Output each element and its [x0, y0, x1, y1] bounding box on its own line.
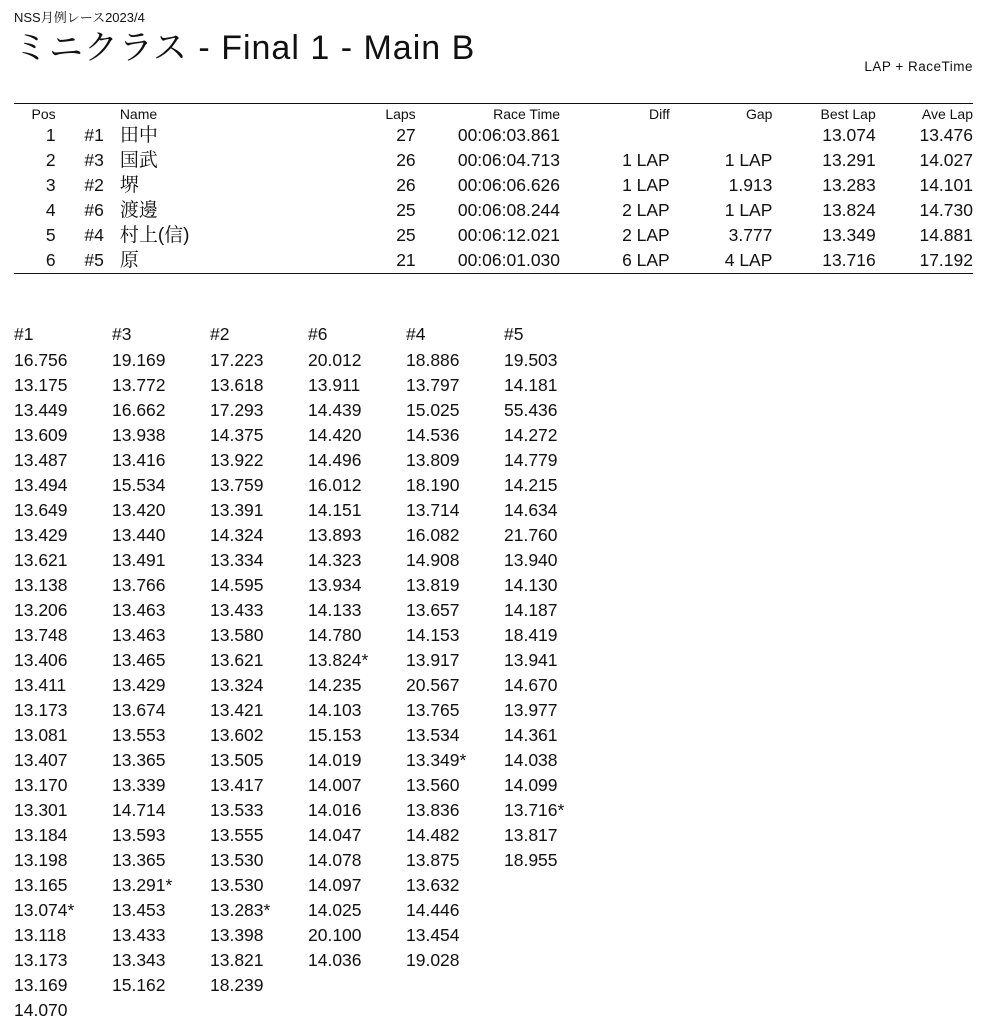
lap-time-cell: 13.465: [112, 650, 166, 670]
lap-column-header: #3: [112, 324, 132, 344]
cell-car: #6: [84, 200, 104, 220]
lap-time-cell: 18.239: [210, 975, 264, 995]
lap-column: [504, 320, 602, 1023]
cell-laps: 25: [396, 225, 416, 245]
lap-time-cell: 13.560: [406, 775, 460, 795]
cell-best-lap: 13.074: [822, 125, 876, 145]
lap-times-grid: [14, 320, 602, 1023]
lap-times-section: [14, 320, 602, 1023]
col-header-diff: Diff: [649, 106, 670, 122]
lap-time-cell: 13.494: [14, 475, 68, 495]
lap-time-cell: 14.420: [308, 425, 362, 445]
lap-time-cell: 13.491: [112, 550, 166, 570]
lap-time-cell: 14.038: [504, 750, 558, 770]
lap-time-cell: 13.291*: [112, 875, 173, 895]
lap-time-cell: 13.118: [14, 925, 67, 945]
lap-column: [210, 320, 308, 1023]
lap-time-cell: 13.593: [112, 825, 166, 845]
cell-race-time: 00:06:06.626: [457, 175, 561, 195]
lap-column-header: #1: [14, 324, 34, 344]
lap-time-cell: 13.169: [14, 975, 68, 995]
lap-time-cell: 14.361: [504, 725, 558, 745]
lap-time-cell: 14.187: [504, 600, 558, 620]
lap-time-cell: 13.365: [112, 750, 166, 770]
lap-time-cell: 13.941: [504, 650, 558, 670]
lap-time-cell: 14.496: [308, 450, 362, 470]
cell-best-lap: 13.824: [822, 200, 876, 220]
lap-time-cell: 13.836: [406, 800, 460, 820]
lap-time-cell: 13.165: [14, 875, 68, 895]
cell-best-lap: 13.283: [822, 175, 876, 195]
lap-time-cell: 14.133: [308, 600, 362, 620]
cell-diff: 2 LAP: [622, 200, 670, 220]
cell-name: 原: [119, 250, 139, 271]
lap-time-cell: 13.938: [112, 425, 166, 445]
cell-gap: 1 LAP: [724, 150, 773, 170]
table-header-row: [14, 104, 973, 123]
bottom-divider: [14, 273, 973, 274]
lap-time-cell: 13.453: [112, 900, 166, 920]
lap-time-cell: 13.809: [406, 450, 460, 470]
lap-time-cell: 13.580: [210, 625, 264, 645]
lap-time-cell: 13.940: [504, 550, 558, 570]
lap-time-cell: 14.151: [308, 500, 362, 520]
lap-time-cell: 13.398: [210, 925, 264, 945]
cell-diff: [560, 123, 670, 148]
lap-time-cell: 20.100: [308, 925, 362, 945]
lap-time-cell: 13.632: [406, 875, 460, 895]
cell-pos: 4: [45, 200, 56, 220]
lap-time-cell: 13.339: [112, 775, 166, 795]
lap-time-cell: 13.657: [406, 600, 460, 620]
lap-time-cell: 13.553: [112, 725, 166, 745]
lap-time-cell: 13.534: [406, 725, 460, 745]
cell-car: #5: [84, 250, 104, 270]
lap-time-cell: 13.421: [210, 700, 264, 720]
cell-ave-lap: 14.730: [919, 200, 973, 220]
col-header-ave-lap: Ave Lap: [921, 106, 973, 122]
lap-time-cell: 14.153: [406, 625, 460, 645]
lap-time-cell: 13.324: [210, 675, 264, 695]
lap-time-cell: 13.454: [406, 925, 460, 945]
lap-time-cell: 19.169: [112, 350, 166, 370]
col-header-gap: Gap: [745, 106, 773, 122]
lap-time-cell: 14.235: [308, 675, 362, 695]
cell-diff: 6 LAP: [622, 250, 670, 270]
lap-time-cell: 18.886: [406, 350, 460, 370]
lap-time-cell: 16.662: [112, 400, 166, 420]
lap-time-cell: 14.070: [14, 1000, 68, 1020]
lap-time-cell: 13.819: [406, 575, 460, 595]
document-header: [14, 10, 973, 74]
lap-time-cell: 13.081: [14, 725, 68, 745]
cell-ave-lap: 14.101: [919, 175, 973, 195]
lap-time-cell: 20.012: [308, 350, 362, 370]
lap-time-cell: 13.821: [210, 950, 264, 970]
lap-time-cell: 13.406: [14, 650, 68, 670]
lap-time-cell: 15.162: [112, 975, 166, 995]
lap-time-cell: 13.074*: [14, 900, 75, 920]
lap-time-cell: 13.416: [112, 450, 166, 470]
lap-time-cell: 13.533: [210, 800, 264, 820]
cell-race-time: 00:06:04.713: [457, 150, 561, 170]
lap-time-cell: 13.417: [210, 775, 264, 795]
lap-time-cell: 13.170: [14, 775, 68, 795]
lap-time-cell: 13.772: [112, 375, 166, 395]
lap-time-cell: 13.463: [112, 625, 166, 645]
lap-time-cell: 19.503: [504, 350, 558, 370]
lap-time-cell: 14.375: [210, 425, 264, 445]
cell-race-time: 00:06:12.021: [457, 225, 561, 245]
cell-ave-lap: 17.192: [919, 250, 973, 270]
lap-time-cell: 13.911: [308, 375, 361, 395]
cell-ave-lap: 14.027: [919, 150, 973, 170]
lap-time-cell: 14.595: [210, 575, 264, 595]
lap-time-cell: 13.977: [504, 700, 558, 720]
cell-race-time: 00:06:03.861: [457, 125, 561, 145]
lap-time-cell: 14.036: [308, 950, 362, 970]
lap-time-cell: 14.025: [308, 900, 362, 920]
cell-name: 田中: [119, 125, 158, 146]
lap-column: [112, 320, 210, 1023]
lap-time-cell: 18.955: [504, 850, 558, 870]
lap-time-cell: 15.025: [406, 400, 460, 420]
lap-time-cell: 14.215: [504, 475, 558, 495]
lap-time-cell: 17.223: [210, 350, 264, 370]
lap-time-cell: 14.446: [406, 900, 460, 920]
cell-gap: 3.777: [728, 225, 773, 245]
table-row: [14, 198, 973, 223]
cell-gap: 1 LAP: [724, 200, 773, 220]
col-header-pos: Pos: [31, 106, 56, 122]
lap-time-cell: 13.748: [14, 625, 68, 645]
lap-time-cell: 13.602: [210, 725, 264, 745]
cell-diff: 2 LAP: [622, 225, 670, 245]
col-header-race-time: Race Time: [493, 106, 561, 122]
cell-pos: 2: [45, 150, 56, 170]
lap-time-cell: 13.817: [504, 825, 558, 845]
cell-name: 国武: [119, 150, 158, 171]
lap-time-cell: 13.621: [14, 550, 68, 570]
cell-car: #3: [84, 150, 104, 170]
cell-best-lap: 13.291: [822, 150, 876, 170]
lap-time-cell: 14.670: [504, 675, 558, 695]
table-row: [14, 173, 973, 198]
lap-time-cell: 13.138: [14, 575, 68, 595]
lap-column-header: #5: [504, 324, 524, 344]
page-title: ミニクラス - Final 1 - Main B: [14, 29, 476, 67]
cell-gap: 4 LAP: [724, 250, 773, 270]
lap-time-cell: 14.099: [504, 775, 558, 795]
lap-time-cell: 13.407: [14, 750, 68, 770]
lap-time-cell: 13.917: [406, 650, 460, 670]
lap-time-cell: 14.019: [308, 750, 362, 770]
lap-time-cell: 13.206: [14, 600, 68, 620]
lap-time-cell: 14.181: [504, 375, 558, 395]
lap-time-cell: 14.130: [504, 575, 558, 595]
lap-time-cell: 13.875: [406, 850, 460, 870]
lap-time-cell: 18.190: [406, 475, 460, 495]
lap-time-cell: 13.433: [112, 925, 166, 945]
lap-time-cell: 13.555: [210, 825, 264, 845]
lap-time-cell: 13.429: [14, 525, 68, 545]
lap-time-cell: 16.012: [308, 475, 362, 495]
lap-time-cell: 13.934: [308, 575, 362, 595]
lap-time-cell: 13.173: [14, 700, 68, 720]
lap-time-cell: 14.007: [308, 775, 362, 795]
cell-laps: 25: [396, 200, 416, 220]
cell-name: 村上(信): [119, 225, 190, 246]
lap-time-cell: 14.779: [504, 450, 558, 470]
lap-racetime-label: LAP + RaceTime: [864, 59, 973, 74]
lap-time-cell: 13.530: [210, 875, 264, 895]
lap-time-cell: 18.419: [504, 625, 558, 645]
lap-time-cell: 14.634: [504, 500, 558, 520]
lap-time-cell: 13.714: [406, 500, 460, 520]
cell-ave-lap: 14.881: [919, 225, 973, 245]
cell-laps: 26: [396, 150, 416, 170]
lap-time-cell: 14.323: [308, 550, 362, 570]
lap-time-cell: 14.272: [504, 425, 558, 445]
lap-time-cell: 14.536: [406, 425, 460, 445]
lap-time-cell: 13.487: [14, 450, 68, 470]
lap-time-cell: 13.433: [210, 600, 264, 620]
lap-time-cell: 13.349*: [406, 750, 467, 770]
cell-car: #4: [84, 225, 104, 245]
cell-car: #1: [84, 125, 104, 145]
lap-time-cell: 13.649: [14, 500, 68, 520]
lap-time-cell: 13.505: [210, 750, 264, 770]
lap-time-cell: 13.922: [210, 450, 264, 470]
cell-laps: 21: [396, 250, 416, 270]
table-row: [14, 223, 973, 248]
lap-time-cell: 13.175: [14, 375, 68, 395]
cell-pos: 6: [45, 250, 56, 270]
lap-time-cell: 13.173: [14, 950, 68, 970]
lap-time-cell: 15.534: [112, 475, 166, 495]
lap-time-cell: 14.078: [308, 850, 362, 870]
lap-time-cell: 13.334: [210, 550, 264, 570]
lap-time-cell: 19.028: [406, 950, 460, 970]
cell-best-lap: 13.349: [822, 225, 876, 245]
lap-column-header: #6: [308, 324, 328, 344]
lap-time-cell: 16.082: [406, 525, 460, 545]
col-header-laps: Laps: [385, 106, 416, 122]
lap-time-cell: 13.609: [14, 425, 68, 445]
lap-time-cell: 13.411: [14, 675, 67, 695]
lap-time-cell: 55.436: [504, 400, 558, 420]
lap-time-cell: 13.198: [14, 850, 68, 870]
cell-laps: 26: [396, 175, 416, 195]
lap-time-cell: 14.714: [112, 800, 166, 820]
cell-ave-lap: 13.476: [919, 125, 973, 145]
lap-time-cell: 20.567: [406, 675, 460, 695]
lap-time-cell: 14.103: [308, 700, 362, 720]
lap-time-cell: 13.391: [210, 500, 264, 520]
lap-time-cell: 14.324: [210, 525, 264, 545]
lap-time-cell: 13.301: [14, 800, 68, 820]
lap-time-cell: 13.449: [14, 400, 68, 420]
results-table: [14, 104, 973, 273]
lap-time-cell: 13.765: [406, 700, 460, 720]
results-table-body: [14, 123, 973, 273]
cell-car: #2: [84, 175, 104, 195]
lap-time-cell: 13.618: [210, 375, 264, 395]
lap-time-cell: 13.184: [14, 825, 68, 845]
lap-time-cell: 15.153: [308, 725, 362, 745]
lap-time-cell: 14.780: [308, 625, 362, 645]
cell-diff: 1 LAP: [622, 150, 670, 170]
lap-time-cell: 14.908: [406, 550, 460, 570]
lap-column: [406, 320, 504, 1023]
cell-best-lap: 13.716: [822, 250, 876, 270]
results-section: [14, 103, 973, 274]
lap-column: [308, 320, 406, 1023]
lap-time-cell: 13.716*: [504, 800, 565, 820]
cell-diff: 1 LAP: [622, 175, 670, 195]
lap-time-cell: 13.797: [406, 375, 460, 395]
col-header-best-lap: Best Lap: [820, 106, 876, 122]
lap-time-cell: 13.429: [112, 675, 166, 695]
lap-column-header: #4: [406, 324, 426, 344]
cell-laps: 27: [396, 125, 416, 145]
lap-time-cell: 13.440: [112, 525, 166, 545]
lap-column-header: #2: [210, 324, 230, 344]
table-row: [14, 148, 973, 173]
title-row: [14, 26, 973, 74]
lap-time-cell: 14.439: [308, 400, 362, 420]
cell-gap: 1.913: [728, 175, 773, 195]
lap-time-cell: 13.343: [112, 950, 166, 970]
lap-time-cell: 14.097: [308, 875, 362, 895]
cell-pos: 5: [45, 225, 56, 245]
lap-time-cell: 13.674: [112, 700, 166, 720]
table-row: [14, 123, 973, 148]
lap-time-cell: 17.293: [210, 400, 264, 420]
lap-time-cell: 14.482: [406, 825, 460, 845]
lap-time-cell: 16.756: [14, 350, 68, 370]
lap-time-cell: 14.047: [308, 825, 362, 845]
lap-time-cell: 13.893: [308, 525, 362, 545]
lap-time-cell: 13.621: [210, 650, 264, 670]
table-row: [14, 248, 973, 273]
lap-time-cell: 13.420: [112, 500, 166, 520]
lap-time-cell: 13.365: [112, 850, 166, 870]
cell-race-time: 00:06:08.244: [457, 200, 561, 220]
lap-time-cell: 21.760: [504, 525, 558, 545]
cell-name: 渡邊: [119, 200, 158, 221]
lap-time-cell: 13.824*: [308, 650, 369, 670]
lap-time-cell: 13.766: [112, 575, 166, 595]
lap-time-cell: 14.016: [308, 800, 362, 820]
col-header-car: [56, 104, 104, 123]
event-label: NSS月例レース2023/4: [14, 10, 145, 25]
lap-column: [14, 320, 112, 1023]
cell-race-time: 00:06:01.030: [457, 250, 561, 270]
lap-time-cell: 13.463: [112, 600, 166, 620]
lap-time-cell: 13.530: [210, 850, 264, 870]
lap-time-cell: 13.759: [210, 475, 264, 495]
cell-pos: 3: [45, 175, 56, 195]
cell-gap: [670, 123, 773, 148]
col-header-name: Name: [119, 106, 158, 122]
lap-time-cell: 13.283*: [210, 900, 271, 920]
cell-name: 堺: [119, 175, 139, 196]
cell-pos: 1: [45, 125, 56, 145]
